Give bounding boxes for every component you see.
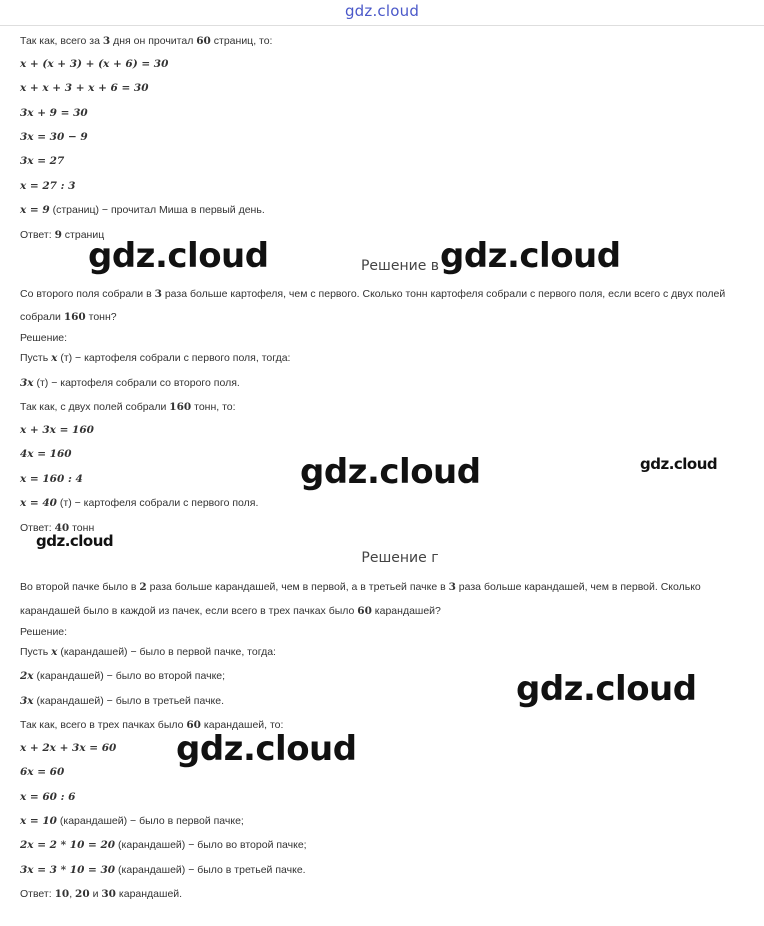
problem-text: собрали 160 тонн?	[20, 311, 117, 323]
text-line: Так как, всего в трех пачках было 60 карандашей, то:	[20, 719, 284, 731]
watermark: gdz.cloud	[640, 455, 718, 473]
equation: 6x = 60	[20, 766, 65, 778]
solution-label: Решение:	[20, 626, 68, 638]
section-title-g: Решение г	[361, 550, 439, 566]
watermark: gdz.cloud	[88, 236, 269, 276]
watermark: gdz.cloud	[176, 729, 357, 769]
equation: x + 3x = 160	[20, 424, 94, 436]
text-line: 2x = 2 * 10 = 20 (карандашей) − было во второй пачке;	[20, 839, 307, 851]
equation: 3x + 9 = 30	[20, 107, 88, 119]
watermark: gdz.cloud	[440, 236, 621, 276]
watermark: gdz.cloud	[36, 532, 114, 550]
answer-line: Ответ: 40 тонн	[20, 522, 95, 534]
equation: 4x = 160	[20, 448, 72, 460]
equation: x = 27 : 3	[20, 180, 76, 192]
text-line: 3x = 3 * 10 = 30 (карандашей) − было в третьей пачке.	[20, 864, 306, 876]
equation: 3x = 27	[20, 155, 65, 167]
text-line: Так как, с двух полей собрали 160 тонн, то:	[20, 401, 236, 413]
problem-text: карандашей было в каждой из пачек, если всего в трех пачках было 60 карандашей?	[20, 605, 441, 617]
solution-label: Решение:	[20, 332, 68, 344]
equation: x + x + 3 + x + 6 = 30	[20, 82, 149, 94]
answer-line: Ответ: 9 страниц	[20, 229, 105, 241]
equation: x + 2x + 3x = 60	[20, 742, 117, 754]
watermark: gdz.cloud	[300, 452, 481, 492]
text-line: x = 40 (т) − картофеля собрали с первого поля.	[20, 497, 259, 509]
problem-text: Во второй пачке было в 2 раза больше карандашей, чем в первой, а в третьей пачке в 3 раза больше карандашей, чем в первой. Сколько	[20, 581, 701, 593]
site-logo[interactable]: gdz.cloud	[344, 2, 420, 20]
text-line: Пусть x (карандашей) − было в первой пачке, тогда:	[20, 646, 276, 658]
text-line: x = 10 (карандашей) − было в первой пачке;	[20, 815, 244, 827]
text-line: 3x (карандашей) − было в третьей пачке.	[20, 695, 225, 707]
text-line: x = 9 (страниц) − прочитал Миша в первый день.	[20, 204, 265, 216]
text-line: 2x (карандашей) − было во второй пачке;	[20, 670, 226, 682]
equation: x = 60 : 6	[20, 791, 76, 803]
equation: x + (x + 3) + (x + 6) = 30	[20, 58, 169, 70]
site-header	[0, 0, 764, 26]
text-line: Пусть x (т) − картофеля собрали с первого поля, тогда:	[20, 352, 291, 364]
section-title-v: Решение в	[360, 258, 440, 274]
watermark: gdz.cloud	[516, 669, 697, 709]
equation: x = 160 : 4	[20, 473, 83, 485]
equation: 3x = 30 − 9	[20, 131, 88, 143]
text-line: 3x (т) − картофеля собрали со второго поля.	[20, 377, 240, 389]
answer-line: Ответ: 10, 20 и 30 карандашей.	[20, 888, 183, 900]
text-line: Так как, всего за 3 дня он прочитал 60 страниц, то:	[20, 35, 273, 47]
problem-text: Со второго поля собрали в 3 раза больше картофеля, чем с первого. Сколько тонн картофеля собрали с первого поля, если всего с двух полей	[20, 288, 726, 300]
